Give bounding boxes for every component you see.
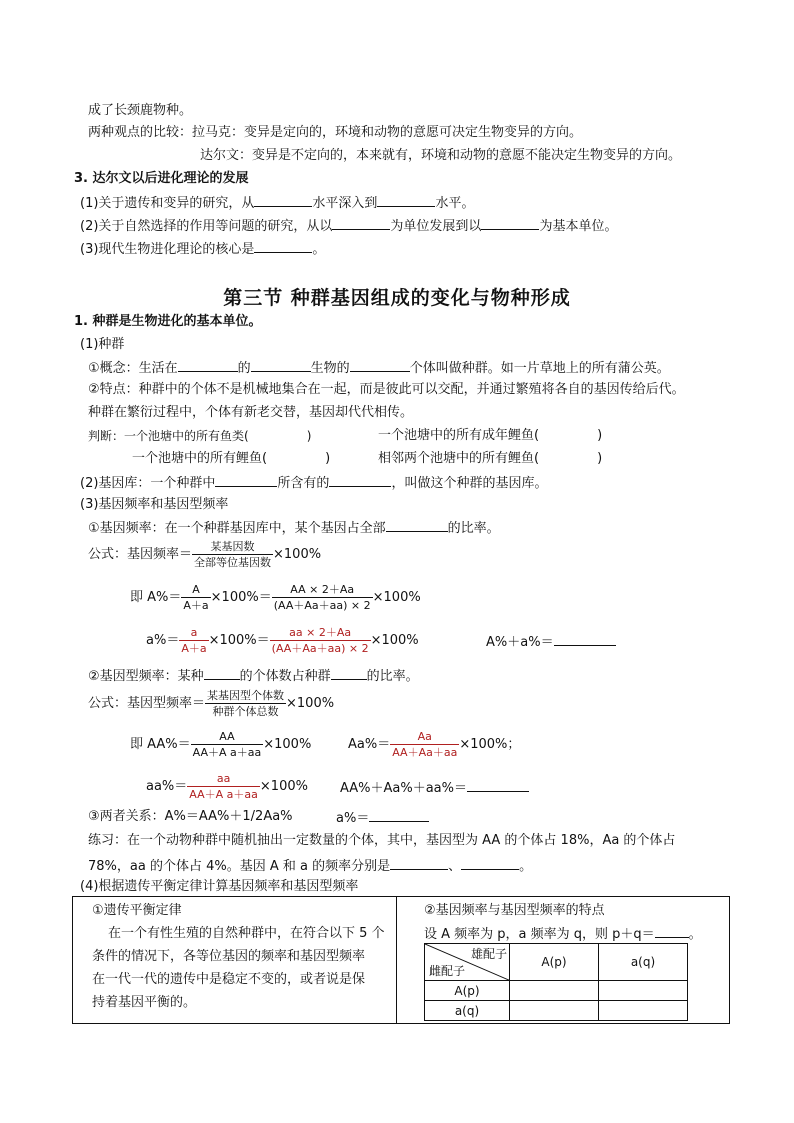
text: 设 A 频率为 p，a 频率为 q，则 p＋q＝: [424, 927, 655, 942]
numerator: AA: [219, 730, 235, 743]
text: 的个体数占种群: [239, 669, 331, 684]
blank[interactable]: [481, 216, 539, 230]
text: 一个池塘中的所有成年鲤鱼(: [378, 428, 540, 443]
text: ①基因频率：在一个种群基因库中，某个基因占全部: [88, 521, 386, 536]
blank[interactable]: [655, 924, 689, 938]
text-line: (4)根据遗传平衡定律计算基因频率和基因型频率: [80, 879, 359, 894]
question-1: [80, 193, 474, 213]
text: ①概念：生活在: [88, 361, 178, 376]
corner-bottom-label: 雌配子: [429, 964, 466, 978]
text: 即 AA%＝: [130, 737, 191, 752]
column-header: a(q): [599, 944, 688, 981]
judge-line: [132, 450, 330, 468]
denominator: 种群个体总数: [205, 703, 286, 719]
text-line: 成了长颈鹿物种。: [88, 103, 193, 118]
blank[interactable]: [204, 666, 240, 680]
section-title: 第三节 种群基因组成的变化与物种形成: [223, 287, 571, 309]
numerator: A: [192, 583, 200, 596]
text: 生物的: [310, 361, 350, 376]
text: ×100%: [208, 633, 257, 648]
exercise-line: 练习：在一个动物种群中随机抽出一定数量的个体，其中，基因型为 AA 的个体占 18%，Aa 的个体占: [88, 833, 676, 848]
blank[interactable]: [377, 193, 435, 207]
text: ): [597, 428, 603, 443]
text: 的比率。: [366, 669, 419, 684]
text: 水平深入到: [312, 196, 378, 211]
text: a%＝: [336, 811, 370, 826]
fraction: [270, 625, 371, 656]
text: 为单位发展到以: [390, 219, 482, 234]
heading: 1. 种群是生物进化的基本单位。: [74, 314, 262, 329]
text: 。: [312, 242, 326, 257]
blank[interactable]: [390, 856, 448, 870]
fraction: [272, 582, 373, 613]
text: 即 A%＝: [130, 590, 182, 605]
denominator: AA＋Aa＋aa: [392, 746, 458, 759]
aa-percent-formula: [146, 769, 308, 805]
text: 公式：基因频率＝: [88, 547, 193, 562]
numerator: Aa: [417, 730, 432, 743]
blank[interactable]: [329, 473, 391, 487]
text: ): [306, 429, 312, 443]
blank[interactable]: [215, 473, 277, 487]
relation-line: [88, 808, 293, 826]
genotype-freq-def: [88, 666, 419, 686]
gene-freq-def: [88, 518, 500, 538]
table-cell[interactable]: [510, 981, 599, 1001]
text: ，叫做这个种群的基因库。: [391, 476, 548, 491]
Aa-percent-formula: [348, 728, 520, 762]
text: Aa%＝: [348, 737, 391, 752]
corner-top-label: 雄配子: [470, 947, 507, 961]
AA-percent-formula: [130, 728, 311, 762]
text: 个体叫做种群。如一片草地上的所有蒲公英。: [409, 361, 670, 376]
text: (1)关于遗传和变异的研究，从: [80, 196, 255, 211]
table-cell[interactable]: [599, 1001, 688, 1021]
divider: [396, 896, 397, 1023]
text: aa%＝: [146, 779, 188, 794]
text: (3)现代生物进化理论的核心是: [80, 242, 255, 257]
text: 。: [519, 859, 533, 874]
blank[interactable]: [178, 358, 238, 372]
fraction: [390, 729, 459, 760]
text: (2)基因库：一个种群中: [80, 476, 216, 491]
box-right-title: ②基因频率与基因型频率的特点: [424, 903, 605, 918]
text: 一个池塘中的所有鲤鱼(: [132, 451, 268, 466]
denominator: A＋a: [181, 642, 207, 655]
text-line: (3)基因频率和基因型频率: [80, 497, 229, 512]
gene-pool-line: [80, 473, 547, 493]
box-left-title: ①遗传平衡定律: [92, 903, 182, 918]
denominator: AA＋A a＋aa: [189, 788, 258, 801]
text-line: 两种观点的比较：拉马克：变异是定向的，环境和动物的意愿可决定生物变异的方向。: [88, 125, 583, 140]
numerator: a: [190, 626, 198, 639]
heading: 3. 达尔文以后进化理论的发展: [74, 171, 249, 186]
text: ): [325, 451, 331, 466]
blank[interactable]: [386, 518, 448, 532]
fraction: [191, 729, 264, 760]
blank[interactable]: [467, 778, 529, 792]
text: 的: [237, 361, 251, 376]
text: ③两者关系：A%＝AA%＋1/2Aa%: [88, 809, 293, 824]
question-3: [80, 239, 325, 259]
numerator: 某基因数: [210, 540, 255, 553]
text: ②基因型频率：某种: [88, 669, 204, 684]
text: ×100%: [210, 590, 259, 605]
text-line: 种群在繁衍过程中，个体有新老交替，基因却代代相传。: [88, 405, 414, 420]
gamete-table: [424, 943, 688, 1021]
text: A%＋a%＝: [486, 635, 554, 650]
box-left-text: 在一个有性生殖的自然种群中，在符合以下 5 个: [108, 926, 385, 941]
fraction: [192, 539, 273, 570]
text: 。: [688, 927, 702, 942]
blank[interactable]: [254, 239, 312, 253]
text: 、: [448, 859, 462, 874]
judge-line: [88, 427, 311, 445]
table-cell[interactable]: [510, 1001, 599, 1021]
text: AA%＋Aa%＋aa%＝: [340, 781, 467, 796]
fraction: [181, 582, 210, 613]
blank[interactable]: [350, 358, 410, 372]
blank[interactable]: [251, 358, 311, 372]
text: 的比率。: [447, 521, 500, 536]
numerator: 某基因型个体数: [207, 689, 285, 702]
judge-line: [378, 450, 602, 468]
numerator: AA × 2＋Aa: [290, 583, 355, 596]
text: ×100%: [286, 696, 335, 711]
text: 公式：基因型频率＝: [88, 696, 206, 711]
question-2: [80, 216, 617, 236]
text-line: 达尔文：变异是不定向的，本来就有，环境和动物的意愿不能决定生物变异的方向。: [200, 148, 682, 163]
relation-line: [336, 808, 429, 828]
blank[interactable]: [331, 666, 367, 680]
text: 判断：一个池塘中的所有鱼类(: [88, 429, 249, 443]
text: ×100%: [273, 547, 322, 562]
row-header: a(q): [425, 1001, 510, 1021]
text-line: ②特点：种群中的个体不是机械地集合在一起，而是彼此可以交配，并通过繁殖将各自的基因传给后代。: [88, 382, 685, 397]
blank[interactable]: [369, 808, 429, 822]
text-line: (1)种群: [80, 337, 125, 352]
box-right-text: [424, 924, 702, 944]
text: ×100%: [370, 633, 419, 648]
a-percent-formula: [130, 580, 421, 616]
denominator: AA＋A a＋aa: [192, 746, 262, 759]
gene-frequency-formula: [88, 538, 321, 572]
concept-line: [88, 358, 670, 378]
column-header: A(p): [510, 944, 599, 981]
text: ＝: [258, 590, 272, 605]
blank[interactable]: [332, 216, 390, 230]
fraction: [205, 688, 286, 719]
table-cell[interactable]: [599, 981, 688, 1001]
table-corner: [425, 944, 510, 981]
numerator: aa × 2＋Aa: [289, 626, 352, 639]
box-left-text: 在一代一代的遗传中是稳定不变的，或者说是保: [92, 972, 366, 987]
fraction: [179, 625, 208, 656]
lower-a-percent-formula: [146, 623, 419, 659]
blank[interactable]: [461, 856, 519, 870]
text: (2)关于自然选择的作用等问题的研究，从以: [80, 219, 333, 234]
text: 所含有的: [277, 476, 330, 491]
text: ×100%: [259, 779, 308, 794]
text: ): [597, 451, 603, 466]
judge-line: [378, 427, 602, 445]
row-header: A(p): [425, 981, 510, 1001]
denominator: 全部等位基因数: [194, 556, 272, 569]
sum-genotype-line: [340, 778, 529, 798]
denominator: (AA＋Aa＋aa) × 2: [273, 599, 371, 612]
text: 78%，aa 的个体占 4%。基因 A 和 a 的频率分别是: [88, 859, 391, 874]
exercise-line: [88, 856, 532, 876]
numerator: aa: [216, 772, 231, 785]
blank[interactable]: [554, 632, 616, 646]
text: ×100%: [372, 590, 421, 605]
fraction: [187, 771, 260, 802]
text: ×100%: [263, 737, 312, 752]
box-left-text: 条件的情况下，各等位基因的频率和基因型频率: [92, 949, 366, 964]
box-left-text: 持着基因平衡的。: [92, 995, 197, 1010]
sum-a-line: [486, 632, 616, 652]
text: ×100%；: [459, 737, 521, 752]
denominator: A＋a: [183, 599, 209, 612]
text: 为基本单位。: [539, 219, 618, 234]
text: ＝: [256, 633, 270, 648]
text: a%＝: [146, 633, 180, 648]
text: 水平。: [435, 196, 475, 211]
blank[interactable]: [254, 193, 312, 207]
text: 相邻两个池塘中的所有鲤鱼(: [378, 451, 540, 466]
genotype-frequency-formula: [88, 687, 334, 721]
denominator: (AA＋Aa＋aa) × 2: [271, 642, 369, 655]
